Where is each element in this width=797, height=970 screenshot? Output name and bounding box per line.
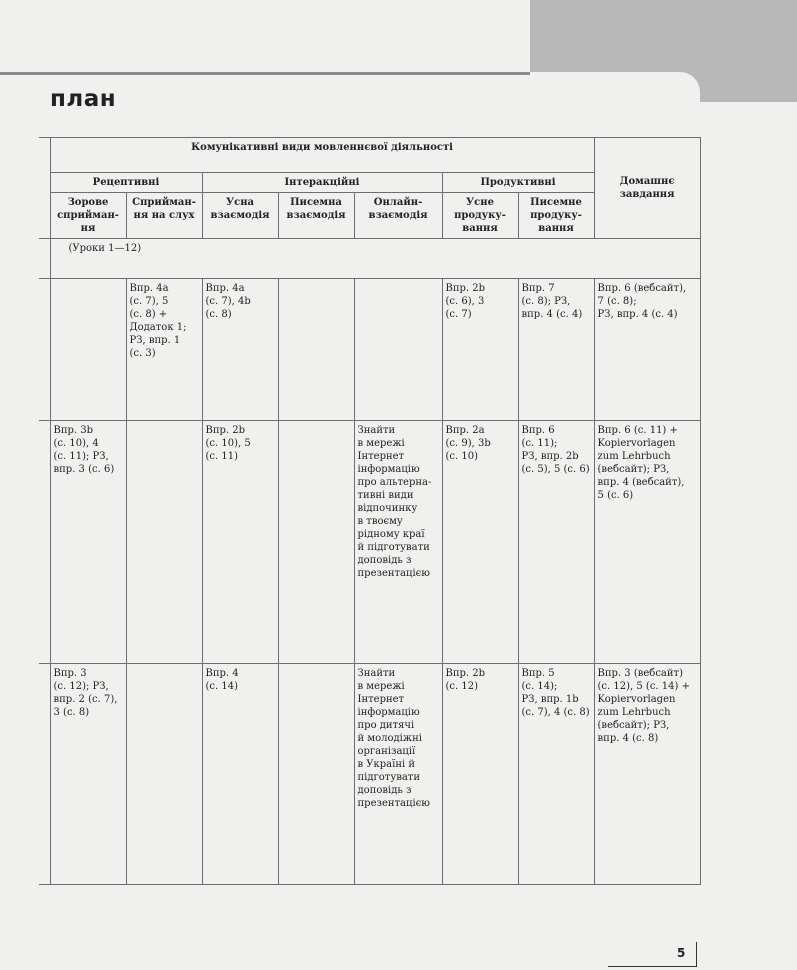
header-rule (0, 72, 530, 75)
header-productive: Продуктивні (442, 173, 594, 193)
table-cell (278, 421, 354, 664)
header-row-main (39, 138, 700, 173)
subheader-online-interaction: Онлайн-взаємодія (354, 193, 442, 239)
table-cell (50, 279, 126, 421)
table-cell: Впр. 4 (с. 14) (202, 664, 278, 885)
table-cell: Впр. 3b (с. 10), 4 (с. 11); РЗ, впр. 3 (с. 6) (50, 421, 126, 664)
table-cell: Впр. 2b (с. 10), 5 (с. 11) (202, 421, 278, 664)
page-title: план (50, 86, 117, 112)
corner-tab-curve (530, 72, 700, 102)
lessons-label: (Уроки 1—12) (50, 239, 700, 279)
header-main: Комунікативні види мовленнєвої діяльності (50, 138, 594, 173)
table-row (39, 279, 700, 421)
gutter-cell (39, 421, 50, 664)
table-cell: Впр. 6 (вебсайт), 7 (с. 8); РЗ, впр. 4 (с. 4) (594, 279, 700, 421)
table-cell: Впр. 5 (с. 14); РЗ, впр. 1b (с. 7), 4 (с. 8) (518, 664, 594, 885)
table-cell (354, 279, 442, 421)
header-interactive: Інтеракційні (202, 173, 442, 193)
table-row (39, 421, 700, 664)
table-cell: Впр. 4a (с. 7), 5 (с. 8) + Додаток 1; РЗ, впр. 1 (с. 3) (126, 279, 202, 421)
table-cell (278, 279, 354, 421)
plan-table (39, 137, 701, 885)
table-cell: Впр. 6 (с. 11) + Kopiervorlagen zum Lehrbuch (вебсайт); РЗ, впр. 4 (вебсайт), 5 (с. 6) (594, 421, 700, 664)
plan-table-wrapper (39, 137, 700, 885)
table-cell: Впр. 7 (с. 8); РЗ, впр. 4 (с. 4) (518, 279, 594, 421)
gutter-cell (39, 664, 50, 885)
table-cell: Впр. 3 (с. 12); РЗ, впр. 2 (с. 7), 3 (с. 8) (50, 664, 126, 885)
subheader-listening: Сприйман-ня на слух (126, 193, 202, 239)
subheader-visual: Зорове сприйман-ня (50, 193, 126, 239)
header-homework: Домашнє завдання (594, 138, 700, 239)
lessons-row (39, 239, 700, 279)
gutter-cell (39, 239, 50, 279)
table-cell: Знайти в мережі Інтернет інформацію про дитячі й молодіжні організації в Україні й підготувати доповідь з презентацією (354, 664, 442, 885)
gutter-cell (39, 279, 50, 421)
page-number-rule-horizontal (608, 966, 697, 967)
table-cell (126, 664, 202, 885)
table-cell: Знайти в мережі Інтернет інформацію про альтерна- тивні види відпочинку в твоєму рідному краї й підготувати доповідь з презентацією (354, 421, 442, 664)
header-receptive: Рецептивні (50, 173, 202, 193)
table-cell: Впр. 2b (с. 12) (442, 664, 518, 885)
table-cell: Впр. 3 (вебсайт) (с. 12), 5 (с. 14) + Kopiervorlagen zum Lehrbuch (вебсайт); РЗ, впр. 4 (с. 8) (594, 664, 700, 885)
subheader-oral-interaction: Усна взаємодія (202, 193, 278, 239)
subheader-written-interaction: Писемна взаємодія (278, 193, 354, 239)
table-cell: Впр. 2a (с. 9), 3b (с. 10) (442, 421, 518, 664)
subheader-oral-production: Усне продуку-вання (442, 193, 518, 239)
gutter-cell (39, 138, 50, 239)
table-cell: Впр. 4a (с. 7), 4b (с. 8) (202, 279, 278, 421)
table-cell (278, 664, 354, 885)
subheader-written-production: Писемне продуку-вання (518, 193, 594, 239)
table-cell (126, 421, 202, 664)
table-row (39, 664, 700, 885)
page-number-rule-vertical (696, 942, 697, 966)
table-cell: Впр. 2b (с. 6), 3 (с. 7) (442, 279, 518, 421)
corner-tab (530, 0, 797, 76)
table-cell: Впр. 6 (с. 11); РЗ, впр. 2b (с. 5), 5 (с. 6) (518, 421, 594, 664)
page-number: 5 (677, 946, 686, 960)
